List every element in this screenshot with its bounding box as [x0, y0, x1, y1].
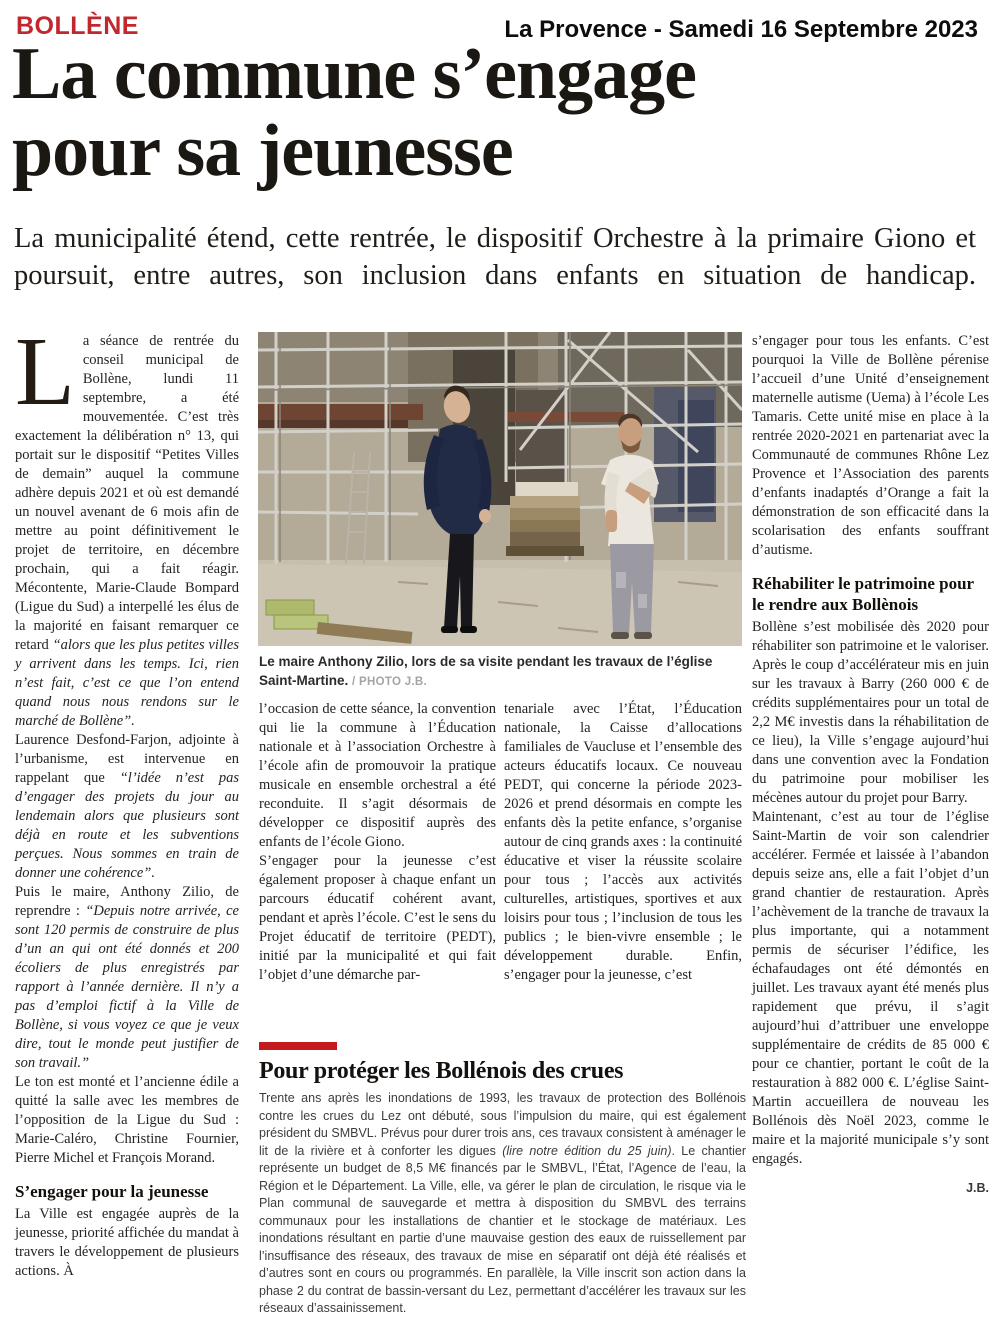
section-heading-patrimoine: Réhabiliter le patrimoine pour le rendre aux Bollènois [752, 574, 974, 614]
paragraph: Bollène s’est mobilisée dès 2020 pour réhabiliter son patrimoine et le valoriser. Après le coup d’accélérateur mis en juin sur les travaux à Barry (260 000 € de crédits supplémentaires pour un total de 2,2 M€ investis dans la réhabilitation de ce lieu), la Ville s’engage aujourd’hui dans une convention avec la Fondation du patrimoine pour mobiliser les mécènes autour du projet pour Barry. [752, 619, 989, 806]
paragraph: La séance de rentrée du conseil municipal de Bollène, lundi 11 septembre, a été mouvementée. C’est très exactement la délibération n° 13, qui portait sur le dispositif “Petites Villes de demain” auquel la commune adhère depuis 2021 et où est demandé un nouvel avenant de 6 mois afin de mettre au point définitivement le projet de territoire, en décembre prochain, qui a fait réagir. Mécontente, Marie-Claude Bompard (Ligue du Sud) a interpellé les élus de la majorité en faisant remarquer ce retard “alors que les plus petites villes y arrivent dans les temps. Ici, rien n’est fait, c’est ce que l’on entend quand nous nous rendons sur le marché de Bollène”. [15, 318, 240, 729]
section-heading-jeunesse: S’engager pour la jeunesse [15, 1182, 209, 1201]
construction-site-photo [258, 332, 742, 646]
dateline: La Provence - Samedi 16 Septembre 2023 [504, 16, 978, 43]
paragraph: Le ton est monté et l’ancienne édile a quitté la salle avec les membres de l’opposition de la Ligue du Sud : Marie-Caléro, Christine Fournier, Pierre Michel et François Morand. [15, 1074, 239, 1166]
dropcap: L [15, 318, 75, 426]
paragraph: Laurence Desfond-Farjon, adjointe à l’urbanisme, est intervenue en rappelant que “l’idée n’est pas d’engager des projets du jour au lendemain alors que plusieurs sont déjà en route et les subventions perçues. Nous sommes en train de donner une cohérence”. [15, 732, 239, 881]
red-bar [259, 1042, 337, 1050]
headline-line2: pour sa jeunesse [12, 110, 513, 192]
paragraph: La Ville est engagée auprès de la jeunesse, priorité affichée du mandat à travers le développement de plusieurs actions. À [15, 1206, 239, 1279]
middle-column-1 [259, 700, 496, 985]
paragraph: tenariale avec l’État, l’Éducation nationale, la Caisse d’allocations familiales de Vaucluse et l’ensemble des acteurs éducatifs locaux. Ce nouveau PEDT, qui concerne la période 2023-2026 et prend désormais en compte les enfants dès la petite enfance, s’organise autour de cinq grands axes : la continuité éducative et viser la réussite scolaire pour tous ; l’accès aux activités culturelles, artistiques, sportives et aux loisirs pour tous ; l’inclusion de tous les publics ; le bien-vivre ensemble ; le développement durable. Enfin, s’engager pour la jeunesse, c’est [504, 701, 742, 983]
paragraph: s’engager pour tous les enfants. C’est pourquoi la Ville de Bollène pérenise l’accueil d’une Unité d’enseignement maternelle autisme (Uema) à l’école Les Tamaris. Cette unité mise en place à la rentrée 2020-2021 en partenariat avec la Communauté de communes Rhône Lez Provence et l’Association des parents d’enfants inadaptés d’Orange a fait la démonstration de son efficacité dans la scolarisation des enfants souffrant d’autisme. [752, 333, 989, 558]
subhead: La municipalité étend, cette rentrée, le dispositif Orchestre à la primaire Giono et poursuit, entre autres, son inclusion dans enfants en situation de handicap. [14, 223, 976, 291]
headline-line1: La commune s’engage [12, 33, 696, 115]
left-column [15, 318, 240, 1281]
paragraph: Maintenant, c’est au tour de l’église Saint-Martin de voir son calendrier accélérer. Fermée et laissée à l’abandon depuis seize ans, elle a fait l’objet d’un grand chantier de restauration. Après l’achèvement de la tranche de travaux la plus importante, qui a notamment permis de sécuriser l’édifice, les échafaudages ont été démontés en juillet. Les travaux ayant été menés plus rapidement que prévu, il s’agit aujourd’hui d’attribuer une enveloppe supplémentaire de crédits de 85 000 € pour ce chantier, portant le coût de la restauration à 882 000 €. L’église Saint-Martin accueillera de nouveau les Bollénois dès Noël 2023, comme le maire et la majorité municipale s’y sont engagés. [752, 809, 989, 1167]
info-box-crues [259, 1042, 746, 1318]
author-signature: J.B. [966, 1181, 989, 1195]
kicker: BOLLÈNE [16, 12, 139, 40]
materials-stack [506, 482, 584, 556]
middle-column-2 [504, 700, 742, 985]
headline [12, 33, 980, 192]
paragraph: Puis le maire, Anthony Zilio, de reprendre : “Depuis notre arrivée, ce sont 120 permis de construire de plus d’un an qui ont été donnés et 200 écoliers de plus enregistrés par rapport à l’année dernière. Il n’y a pas d’emploi fictif à la Ville de Bollène, si vous voyez ce que je veux dire, tout le monde peut justifier de son travail.” [15, 884, 239, 1071]
info-box-title: Pour protéger les Bollénois des crues [259, 1058, 624, 1084]
info-box-text: Trente ans après les inondations de 1993, les travaux de protection des Bollénois contre les crues du Lez ont débuté, sous l’impulsion du maire, qui est également président du SMBVL. Prévus pour durer trois ans, ces travaux consistent à aménager le lit de la rivière et à conforter les digues (lire notre édition du 25 juin). Le chantier représente un budget de 8,5 M€ financés par le SMBVL, l’État, l’Agence de l’eau, la Région et le Département. La Ville, elle, va gérer le plan de circulation, le risque via le Plan communal de sauvegarde et mettra à disposition du SMBVL des terrains communaux pour les installations de chantier et le stockage de matériaux. Les inondations résultant en partie d’une mauvaise gestion des eaux de ruissellement par l’insuffisance des réseaux, des travaux de mise en séparatif ont déjà été réalisés et d’autres sont en cours ou programmés. En parallèle, la Ville inscrit son action dans la phase 2 du contrat de bassin-versant du Lez, permettant d’accélérer les travaux sur les réseaux d’assainissement. [259, 1091, 747, 1315]
article-photo [258, 332, 742, 646]
photo-caption [259, 652, 737, 692]
right-column [752, 332, 989, 1198]
paragraph: S’engager pour la jeunesse c’est également proposer à chaque enfant un parcours éducatif cohérent avant, pendant et après l’école. C’est le sens du Projet éducatif de territoire (PEDT), initié par la municipalité et qui fait l’objet d’une démarche par- [259, 853, 496, 983]
photo-credit: / PHOTO J.B. [352, 676, 427, 688]
caption-text: Le maire Anthony Zilio, lors de sa visite pendant les travaux de l’église Saint-Martine. [259, 654, 713, 688]
paragraph: l’occasion de cette séance, la convention qui lie la commune à l’Éducation nationale et à l’association Orchestre à l’école afin de promouvoir la pratique musicale en ensemble orchestral a été reconduite. Il s’agit désormais de développer ce dispositif auprès des enfants de l’école Giono. [259, 701, 496, 850]
